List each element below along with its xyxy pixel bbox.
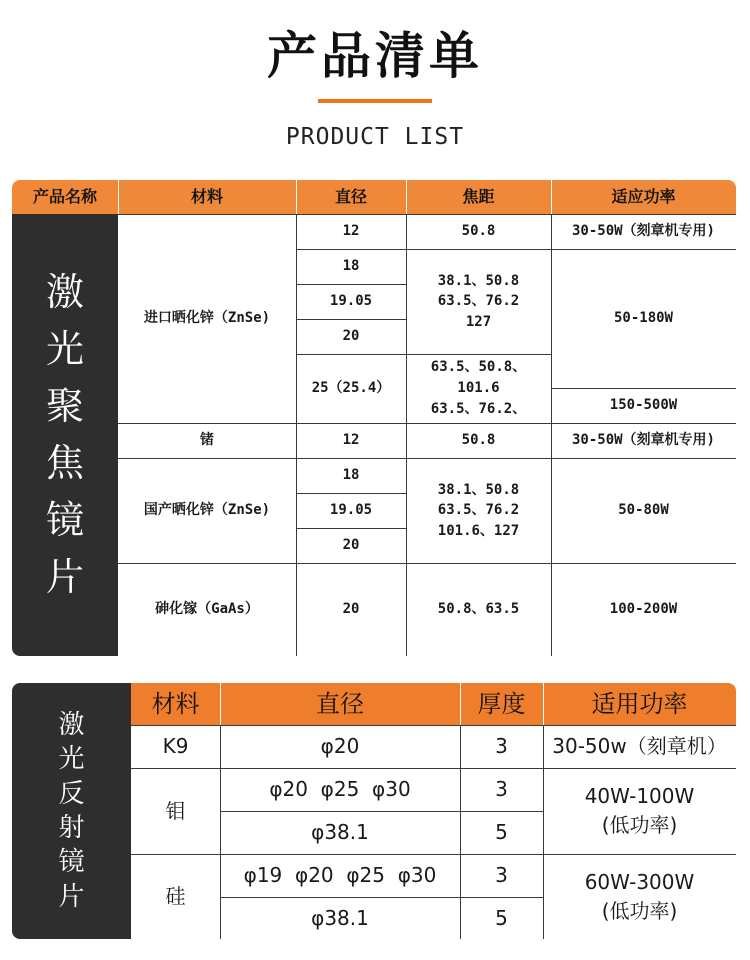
grid-line [296,493,406,494]
grid-line [118,423,736,424]
reflective-lens-table [12,683,736,939]
diameter-cell: 19.05 [329,502,373,519]
focal-length-cell: 50.8 [461,432,496,449]
grid-line [296,284,406,285]
header-focal-length: 焦距 [406,180,551,214]
power-cell: 60W-300W (低功率) [584,869,695,923]
header-material: 材料 [118,180,296,214]
power-cell: 100-200W [609,601,678,618]
header-divider [296,180,297,214]
thickness-cell: 5 [495,905,508,930]
header-divider [543,683,544,725]
grid-line [220,897,543,898]
thickness-cell: 3 [495,734,508,758]
title-underline [318,99,432,103]
grid-line [296,528,406,529]
header-power: 适用功率 [543,683,736,725]
header-power: 适应功率 [551,180,736,214]
diameter-cell: 18 [342,467,360,484]
diameter-cell: φ38.1 [311,820,369,844]
power-cell: 30-50W（刻章机专用) [571,432,715,449]
grid-line [460,725,461,939]
page-title: 产品清单 [267,27,483,85]
category-label: 激光聚焦镜片 [45,270,84,599]
diameter-cell: φ20 φ25 φ30 [269,777,411,801]
diameter-cell: φ19 φ20 φ25 φ30 [243,863,437,887]
page-subtitle: PRODUCT LIST [285,124,465,150]
focusing-lens-table [12,180,736,656]
header-divider [460,683,461,725]
material-domestic-znse: 国产晒化锌（ZnSe) [143,502,271,519]
grid-line [296,319,406,320]
header-divider [406,180,407,214]
thickness-cell: 3 [495,777,508,801]
grid-line [296,214,297,656]
header-diameter: 直径 [296,180,406,214]
grid-line [296,354,551,355]
material-silicon: 硅 [165,884,186,908]
header-divider [551,180,552,214]
grid-line [131,854,736,855]
header-product-name: 产品名称 [12,180,118,214]
diameter-cell: φ20 [320,734,360,758]
diameter-cell: 20 [342,601,360,618]
focal-length-cell: 50.8 [461,223,496,240]
category-label: 激光反射镜片 [58,710,85,912]
header-diameter: 直径 [220,683,460,725]
grid-line [131,725,736,726]
thickness-cell: 3 [495,863,508,887]
material-germanium: 锗 [200,432,214,449]
grid-line [551,214,552,656]
diameter-cell: 18 [342,258,360,275]
material-gaas: 砷化镓（GaAs） [155,601,259,618]
grid-line [543,725,544,939]
category-reflective-lens [12,683,131,939]
power-cell: 40W-100W (低功率) [584,784,695,837]
material-imported-znse: 进口晒化锌（ZnSe) [143,310,271,327]
diameter-cell: 25（25.4） [311,380,391,397]
header-divider [220,683,221,725]
power-cell: 150-500W [609,397,678,414]
grid-line [118,563,736,564]
grid-line [118,458,736,459]
material-k9: K9 [162,734,189,758]
power-cell: 50-80W [618,502,669,519]
focal-length-cell: 63.5、50.8、 101.6 63.5、76.2、 [430,359,527,417]
header-thickness: 厚度 [460,683,543,725]
focal-length-cell: 38.1、50.8 63.5、76.2 127 [437,273,520,330]
diameter-cell: 12 [342,223,360,240]
power-cell: 30-50W（刻章机专用) [571,223,715,240]
diameter-cell: 12 [342,432,360,449]
focal-length-cell: 38.1、50.8 63.5、76.2 101.6、127 [437,482,520,539]
category-focusing-lens [12,214,118,656]
grid-line [551,388,736,389]
diameter-cell: 20 [342,328,360,345]
header-divider [118,180,119,214]
focal-length-cell: 50.8、63.5 [437,601,520,618]
thickness-cell: 5 [495,820,508,844]
diameter-cell: 20 [342,537,360,554]
grid-line [220,811,543,812]
material-molybdenum: 钼 [165,798,186,823]
grid-line [406,214,407,656]
diameter-cell: φ38.1 [311,905,369,930]
grid-line [296,249,736,250]
power-cell: 50-180W [613,310,673,327]
power-cell: 30-50w（刻章机） [552,734,727,758]
grid-line [118,214,736,215]
grid-line [220,725,221,939]
header-material: 材料 [131,683,220,725]
grid-line [131,768,736,769]
diameter-cell: 19.05 [329,293,373,310]
